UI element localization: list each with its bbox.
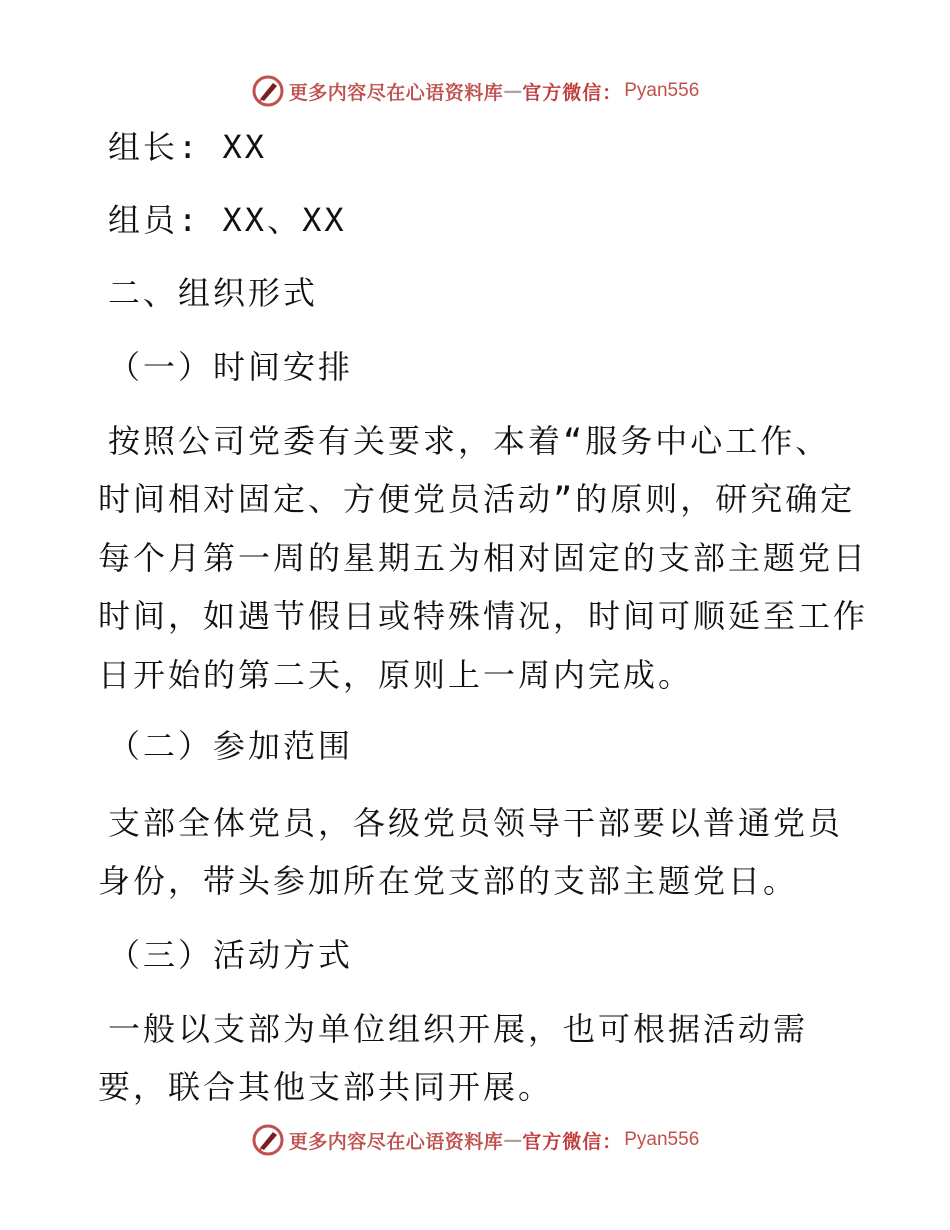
paragraph-schedule-line-3: 每个月第一周的星期五为相对固定的支部主题党日 <box>98 539 869 577</box>
subheading-participants: （二）参加范围 <box>108 727 354 765</box>
pen-logo-icon <box>251 1123 285 1157</box>
paragraph-schedule-line-4: 时间，如遇节假日或特殊情况，时间可顺延至工作 <box>98 597 869 635</box>
subheading-schedule: （一）时间安排 <box>108 348 354 386</box>
doc-line-group-leader: 组长: XX <box>108 128 268 166</box>
header-watermark <box>0 71 950 111</box>
paragraph-participants-line-2: 身份，带头参加所在党支部的支部主题党日。 <box>98 862 799 900</box>
paragraph-schedule-line-2: 时间相对固定、方便党员活动”的原则，研究确定 <box>98 480 856 518</box>
pen-logo-icon <box>251 74 285 108</box>
watermark-wechat-id: Pyan556 <box>624 80 700 101</box>
paragraph-schedule-line-1: 按照公司党委有关要求，本着“服务中心工作、 <box>108 422 831 460</box>
watermark-wechat-label: 官方微信： <box>522 81 623 104</box>
watermark-text: 更多内容尽在心语资料库 <box>288 81 504 104</box>
watermark-separator: — <box>503 80 523 102</box>
watermark-wechat-label: 官方微信： <box>522 1130 623 1153</box>
watermark-wechat-id: Pyan556 <box>624 1129 700 1150</box>
paragraph-participants-line-1: 支部全体党员，各级党员领导干部要以普通党员 <box>108 804 844 842</box>
paragraph-activity-line-2: 要，联合其他支部共同开展。 <box>98 1068 554 1106</box>
watermark-separator: — <box>503 1129 523 1151</box>
section-heading-organization-form: 二、组织形式 <box>108 274 319 312</box>
paragraph-activity-line-1: 一般以支部为单位组织开展，也可根据活动需 <box>108 1010 809 1048</box>
watermark-text: 更多内容尽在心语资料库 <box>288 1130 504 1153</box>
paragraph-schedule-line-5: 日开始的第二天，原则上一周内完成。 <box>98 656 694 694</box>
subheading-activity-mode: （三）活动方式 <box>108 936 354 974</box>
footer-watermark <box>0 1120 950 1160</box>
doc-line-group-members: 组员: XX、XX <box>108 201 347 239</box>
